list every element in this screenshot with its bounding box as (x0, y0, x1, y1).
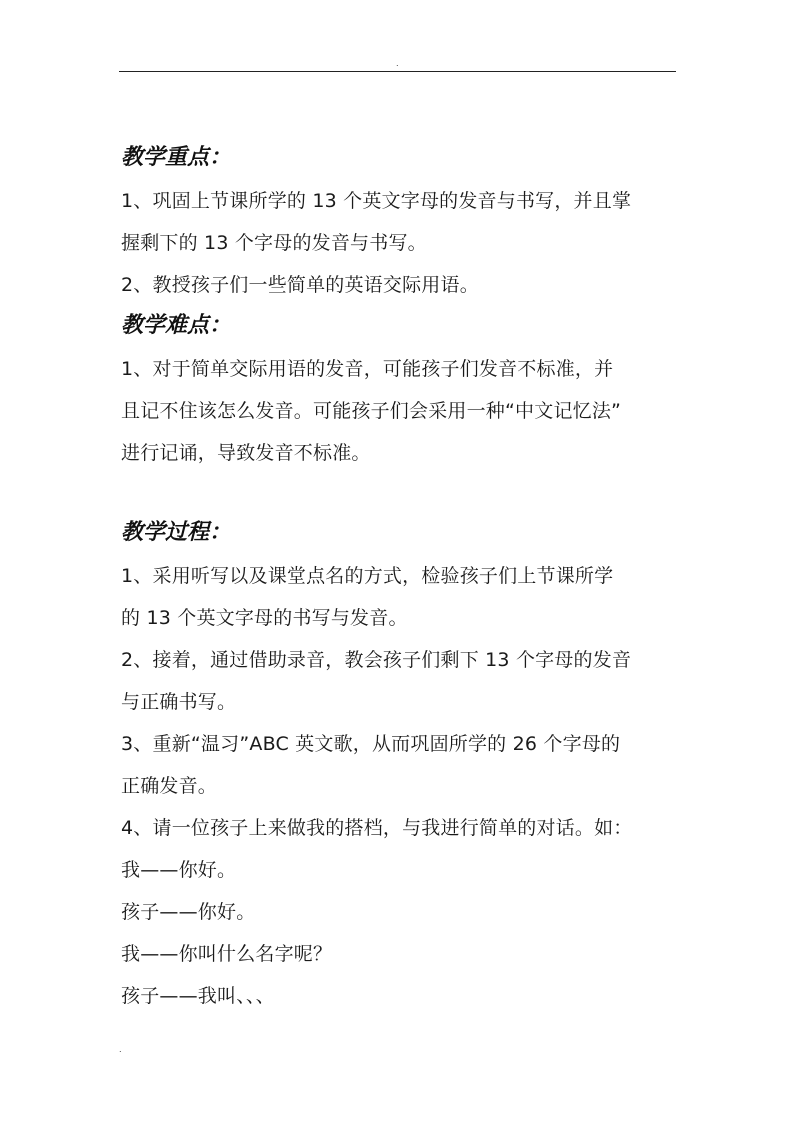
heading-teaching-focus: 教学重点： (121, 145, 232, 170)
process-line-6: 正确发音。 (121, 775, 218, 797)
focus-line-3: 2、教授孩子们一些简单的英语交际用语。 (121, 274, 479, 296)
dialogue-line-2: 孩子——你好。 (121, 901, 256, 923)
header-mark: . (396, 59, 399, 68)
heading-teaching-process: 教学过程： (121, 520, 232, 545)
process-line-3: 2、接着，通过借助录音，教会孩子们剩下 13 个字母的发音 (121, 649, 632, 671)
process-line-1: 1、采用听写以及课堂点名的方式，检验孩子们上节课所学 (121, 565, 614, 587)
difficulty-line-1: 1、对于简单交际用语的发音，可能孩子们发音不标准，并 (121, 358, 614, 380)
process-line-5: 3、重新“温习”ABC 英文歌，从而巩固所学的 26 个字母的 (121, 733, 621, 755)
focus-line-1: 1、巩固上节课所学的 13 个英文字母的发音与书写，并且掌 (121, 190, 632, 212)
difficulty-line-2: 且记不住该怎么发音。可能孩子们会采用一种“中文记忆法” (121, 400, 622, 422)
footer-mark: . (119, 1045, 122, 1054)
process-line-7: 4、请一位孩子上来做我的搭档，与我进行简单的对话。如： (121, 817, 633, 839)
focus-line-2: 握剩下的 13 个字母的发音与书写。 (121, 232, 427, 254)
process-line-2: 的 13 个英文字母的书写与发音。 (121, 607, 408, 629)
dialogue-line-4: 孩子——我叫、、、 (121, 985, 275, 1007)
dialogue-line-1: 我——你好。 (121, 859, 237, 881)
header-rule (119, 71, 676, 72)
process-line-4: 与正确书写。 (121, 691, 237, 713)
difficulty-line-3: 进行记诵，导致发音不标准。 (121, 442, 371, 464)
heading-teaching-difficulty: 教学难点： (121, 313, 232, 338)
dialogue-line-3: 我——你叫什么名字呢？ (121, 943, 333, 965)
